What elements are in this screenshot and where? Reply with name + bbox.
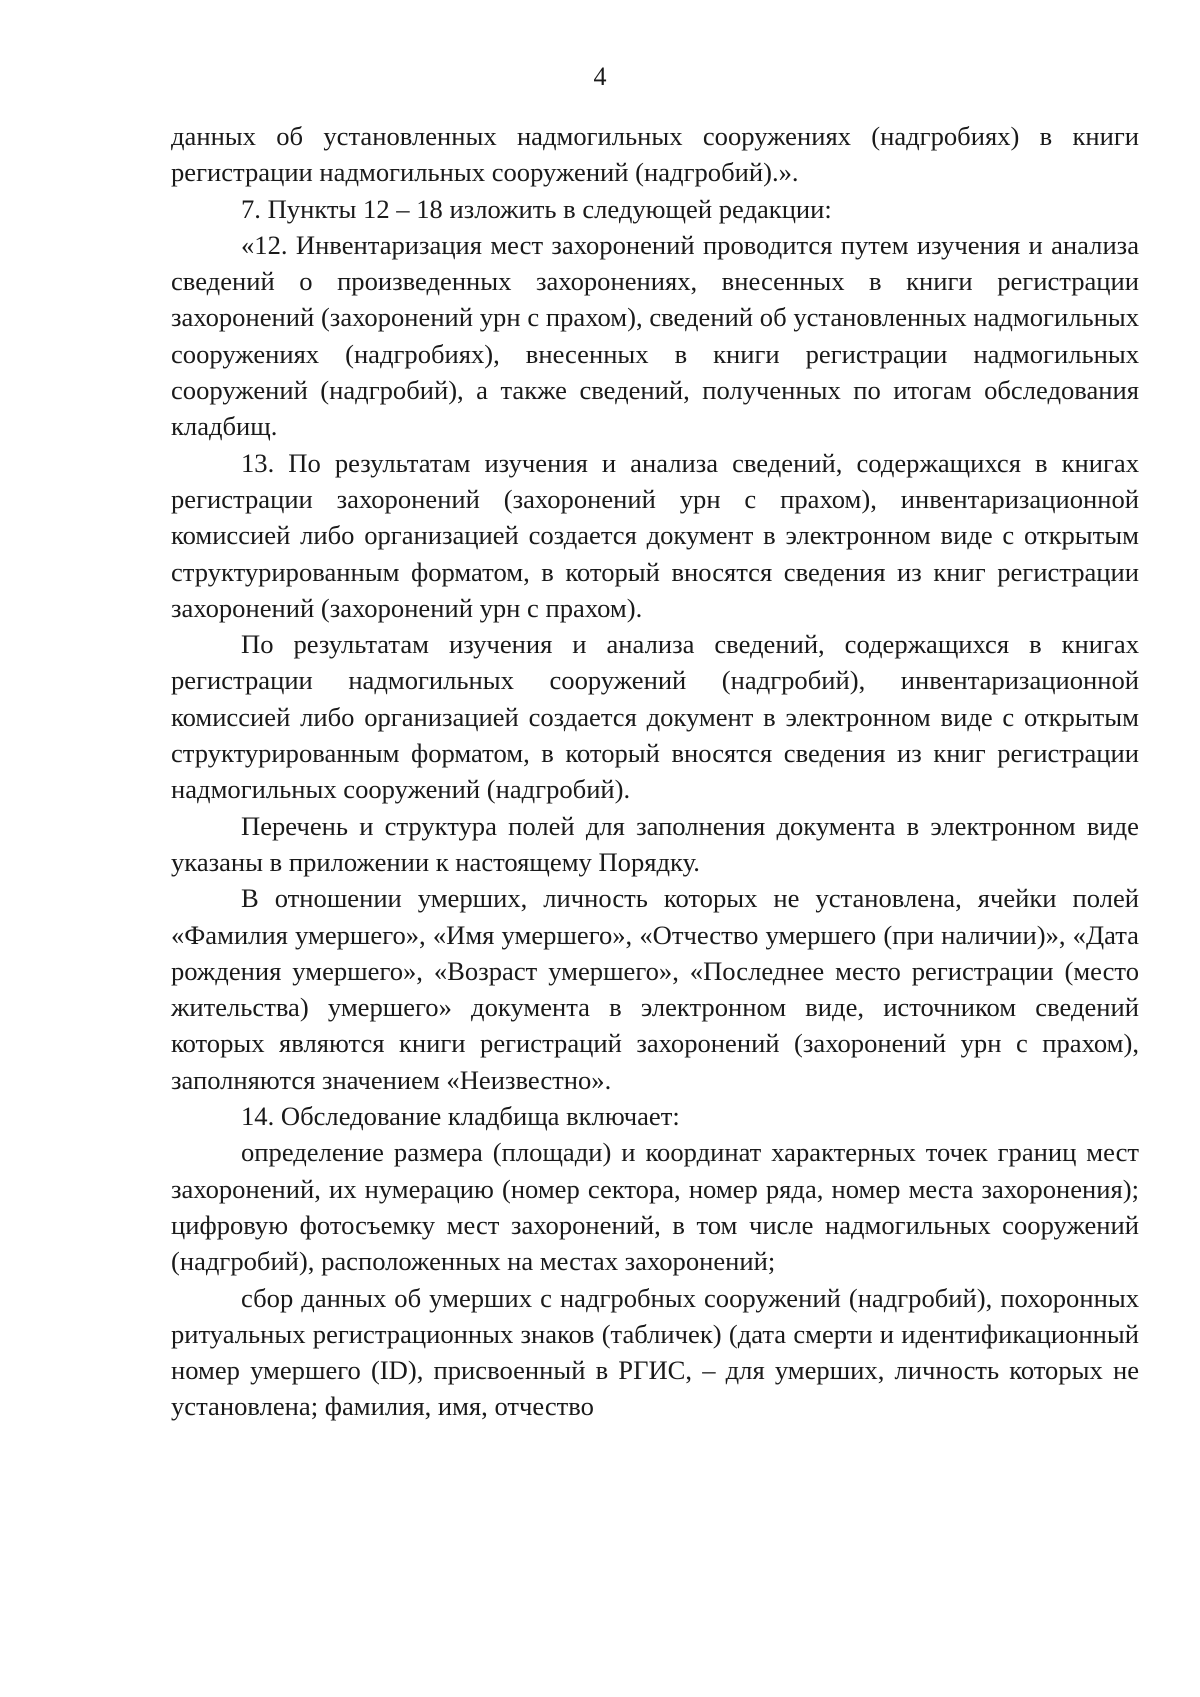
document-body [171,118,1139,1425]
paragraph-point-13-part-2: По результатам изучения и анализа сведений, содержащихся в книгах регистрации надмогильных сооружений (надгробий), инвентаризационной комиссией либо организацией создается документ в электронном виде с открытым структурированным форматом, в который вносятся сведения из книг регистрации надмогильных сооружений (надгробий). [171,629,1139,805]
paragraph-point-14-part-2: определение размера (площади) и координат характерных точек границ мест захоронений, их нумерацию (номер сектора, номер ряда, номер места захоронения); цифровую фотосъемку мест захоронений, в том числе надмогильных сооружений (надгробий), расположенных на местах захоронений; [171,1137,1139,1277]
paragraph-point-13-part-3: Перечень и структура полей для заполнения документа в электронном виде указаны в приложении к настоящему Порядку. [171,810,1139,877]
paragraph-point-13-part-4: В отношении умерших, личность которых не установлена, ячейки полей «Фамилия умершего», «Имя умершего», «Отчество умершего (при наличии)», «Дата рождения умершего», «Возраст умершего», «Последнее место регистрации (место жительства) умершего» документа в электронном виде, источником сведений которых являются книги регистраций захоронений (захоронений урн с прахом), заполняются значением «Неизвестно». [171,883,1139,1095]
paragraph-point-14-part-3: сбор данных об умерших с надгробных сооружений (надгробий), похоронных ритуальных регистрационных знаков (табличек) (дата смерти и идентификационный номер умершего (ID), присвоенный в РГИС, – для умерших, личность которых не установлена; фамилия, имя, отчество [171,1282,1139,1422]
paragraph-point-12: «12. Инвентаризация мест захоронений проводится путем изучения и анализа сведений о произведенных захоронениях, внесенных в книги регистрации захоронений (захоронений урн с прахом), сведений об установленных надмогильных сооружениях (надгробиях), внесенных в книги регистрации надмогильных сооружений (надгробий), а также сведений, полученных по итогам обследования кладбищ. [171,229,1139,442]
paragraph-item-7: 7. Пункты 12 – 18 изложить в следующей редакции: [241,193,832,224]
paragraph-point-14: 14. Обследование кладбища включает: [241,1101,680,1132]
page-number: 4 [593,62,607,91]
paragraph-continuation: данных об установленных надмогильных сооружениях (надгробиях) в книги регистрации надмогильных сооружений (надгробий).». [171,121,1139,188]
paragraph-point-13: 13. По результатам изучения и анализа сведений, содержащихся в книгах регистрации захоронений (захоронений урн с прахом), инвентаризационной комиссией либо организацией создается документ в электронном виде с открытым структурированным форматом, в который вносятся сведения из книг регистрации захоронений (захоронений урн с прахом). [171,447,1139,623]
